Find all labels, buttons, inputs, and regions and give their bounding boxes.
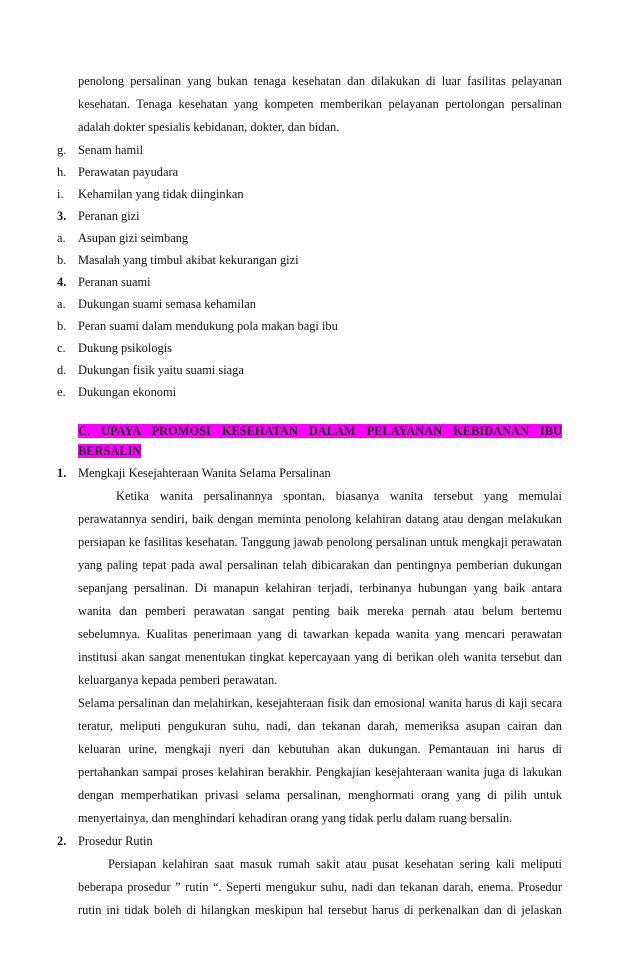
- section-heading: [78, 423, 562, 439]
- paragraph-line: institusi akan sangat menentukan tingkat kepercayaan yang di berikan oleh wanita tersebut dan: [78, 650, 562, 664]
- list-item-text: Perawatan payudara: [78, 165, 179, 179]
- section-heading-line-1: C. UPAYA PROMOSI KESEHATAN DALAM PELAYANAN KEBIDANAN IBU: [78, 424, 562, 438]
- list-marker: i.: [57, 187, 64, 201]
- section-heading-line-2: BERSALIN: [78, 444, 142, 458]
- paragraph-line: persiapan ke fasilitas kesehatan. Tanggung jawab penolong persalinan untuk mengkaji perawatan: [78, 535, 562, 549]
- list-marker: a.: [57, 297, 66, 311]
- list-item-text: Peran suami dalam mendukung pola makan bagi ibu: [78, 319, 338, 333]
- paragraph-line: beberapa prosedur ” rutin “. Seperti mengukur suhu, nadi dan tekanan darah, enema. Prosedur: [78, 880, 562, 894]
- list-marker: g.: [57, 143, 67, 157]
- list-item-text: Dukungan ekonomi: [78, 385, 177, 399]
- list-item-text: Asupan gizi seimbang: [78, 231, 189, 245]
- list-item-text: Dukungan suami semasa kehamilan: [78, 297, 256, 311]
- paragraph-line: Persiapan kelahiran saat masuk rumah sakit atau pusat kesehatan sering kali meliputi: [108, 857, 562, 871]
- list-marker: c.: [57, 341, 66, 355]
- paragraph-line: wanita dan pemberi perawatan sangat penting baik mereka pernah atau belum bertemu: [78, 604, 562, 618]
- paragraph-line: pertahankan sampai proses kelahiran berakhir. Pengkajian kesejahteraan wanita juga di lakukan: [78, 765, 562, 779]
- list-item-text: Masalah yang timbul akibat kekurangan gizi: [78, 253, 299, 267]
- intro-line-3: adalah dokter spesialis kebidanan, dokter, dan bidan.: [78, 120, 340, 134]
- list-marker: b.: [57, 253, 67, 267]
- list-item-text: Kehamilan yang tidak diinginkan: [78, 187, 244, 201]
- list-item-text: Peranan suami: [78, 275, 151, 289]
- paragraph-line: rutin ini tidak boleh di hilangkan meskipun hal tersebut harus di perkenalkan dan di jelaskan: [78, 903, 562, 917]
- paragraph-line: dengan memperhatikan privasi selama persalinan, menghormati orang yang di pilih untuk: [78, 788, 562, 802]
- paragraph-line: perawatannya sendiri, baik dengan meminta penolong kelahiran datang atau dengan melakukan: [78, 512, 562, 526]
- list-marker: e.: [57, 385, 66, 399]
- list-marker: 4.: [57, 275, 67, 289]
- list-item-text: Senam hamil: [78, 143, 144, 157]
- list-marker: 3.: [57, 209, 67, 223]
- intro-line-1: penolong persalinan yang bukan tenaga kesehatan dan dilakukan di luar fasilitas pelayanan: [78, 74, 562, 88]
- subsection-marker: 2.: [57, 834, 67, 848]
- paragraph-line: Selama persalinan dan melahirkan, kesejahteraan fisik dan emosional wanita harus di kaji secara: [78, 696, 562, 710]
- subsection-marker: 1.: [57, 466, 67, 480]
- list-marker: h.: [57, 165, 67, 179]
- paragraph-line: keluarganya kepada pemberi perawatan.: [78, 673, 278, 687]
- intro-line-2: kesehatan. Tenaga kesehatan yang kompeten memberikan pelayanan pertolongan persalinan: [78, 97, 562, 111]
- paragraph-line: sebelumnya. Kualitas penerimaan yang di tawarkan kepada wanita yang mencari perawatan: [78, 627, 562, 641]
- list-marker: d.: [57, 363, 67, 377]
- list-item-text: Dukungan fisik yaitu suami siaga: [78, 363, 244, 377]
- paragraph-line: yang paling tepat pada awal persalinan telah dibicarakan dan pentingnya pemberian dukungan: [78, 558, 562, 572]
- subsection-title: Prosedur Rutin: [78, 834, 153, 848]
- subsection-title: Mengkaji Kesejahteraan Wanita Selama Persalinan: [78, 466, 331, 480]
- section-heading-continued: [78, 443, 141, 459]
- paragraph-line: Ketika wanita persalinannya spontan, biasanya wanita tersebut yang memulai: [116, 489, 562, 503]
- paragraph-line: menyertainya, dan menghindari kehadiran orang yang tidak perlu dalam ruang bersalin.: [78, 811, 513, 825]
- list-item-text: Peranan gizi: [78, 209, 140, 223]
- list-marker: b.: [57, 319, 67, 333]
- paragraph-line: keluaran urine, mengkaji nyeri dan kebutuhan akan dukungan. Pemantauan ini harus di: [78, 742, 562, 756]
- list-marker: a.: [57, 231, 66, 245]
- paragraph-line: teratur, meliputi pengukuran suhu, nadi, dan tekanan darah, memeriksa asupan cairan dan: [78, 719, 562, 733]
- list-item-text: Dukung psikologis: [78, 341, 172, 355]
- paragraph-line: sepanjang persalinan. Di manapun kelahiran terjadi, terbinanya hubungan yang baik antara: [78, 581, 562, 595]
